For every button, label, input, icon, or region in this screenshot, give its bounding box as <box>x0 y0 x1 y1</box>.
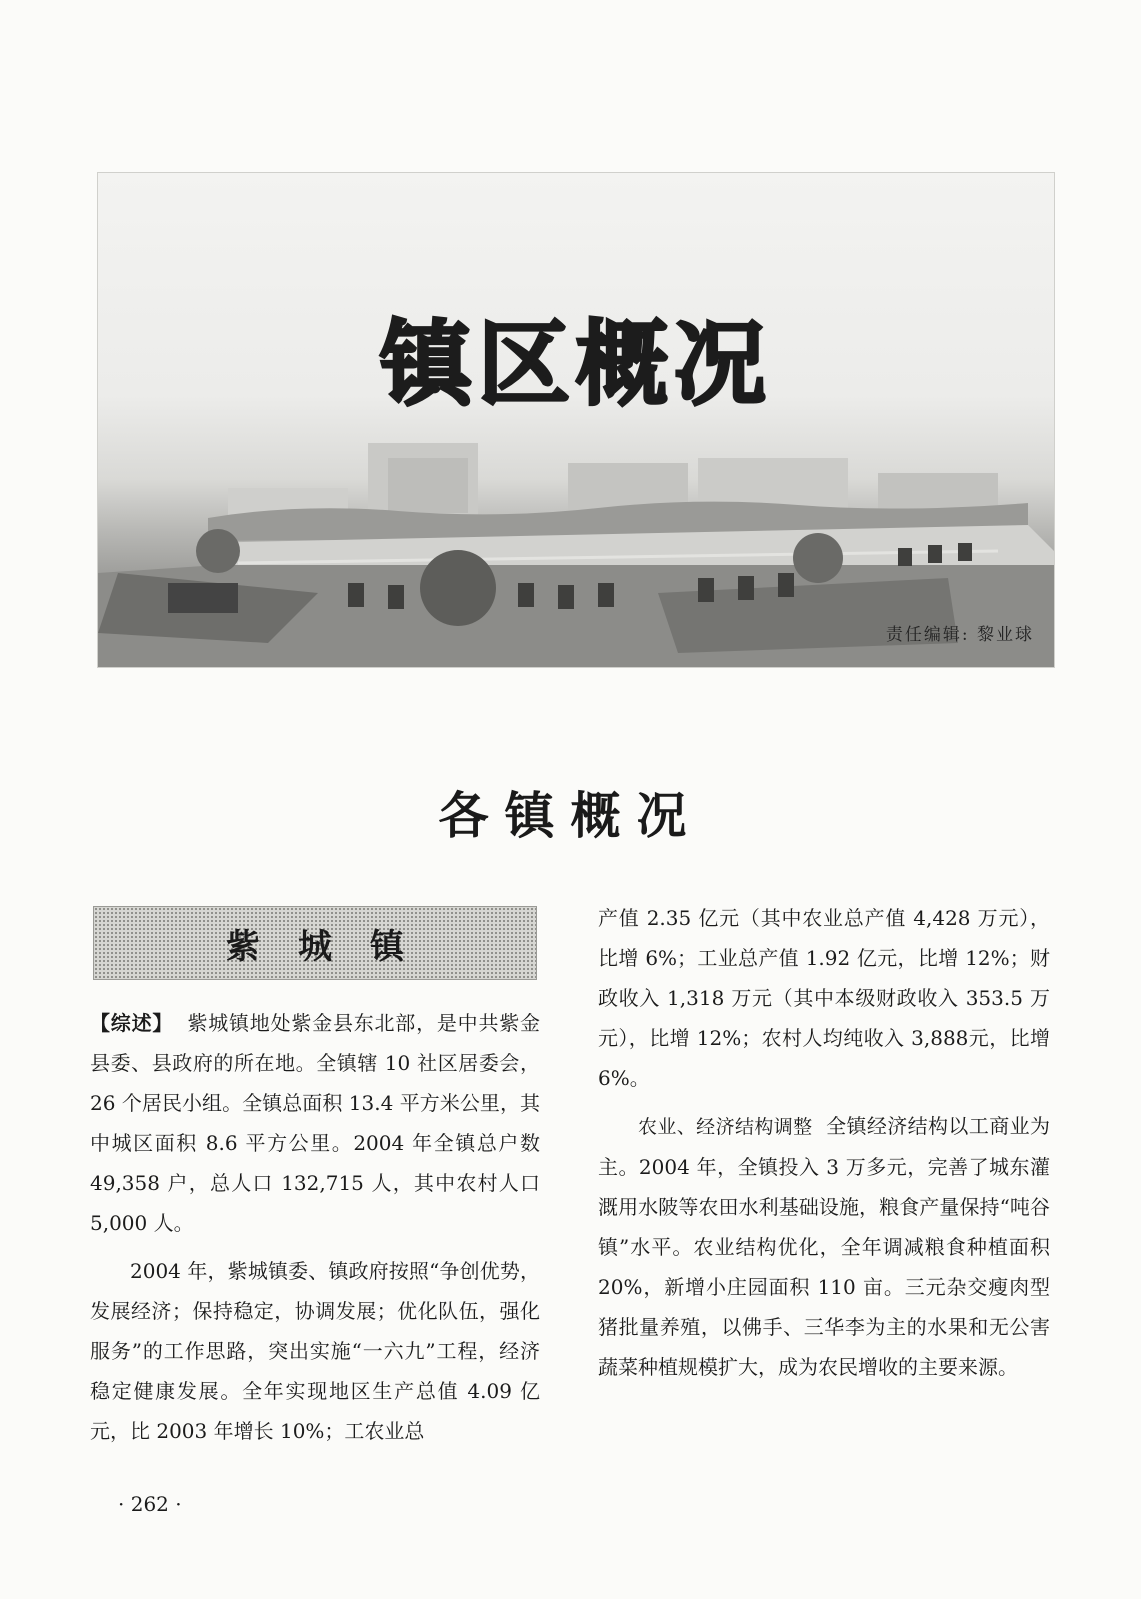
work-paragraph: 2004 年，紫城镇委、镇政府按照“争创优势，发展经济；保持稳定，协调发展；优化队伍，强化服务”的工作思路，突出实施“一六九”工程，经济稳定健康发展。全年实现地区生产总值 4.09 亿元，比 2003 年增长 10%；工农业总 <box>90 1259 540 1443</box>
banner-photo <box>97 172 1055 668</box>
agriculture-subhead: 农业、经济结构调整 <box>638 1116 813 1138</box>
banner-title: 镇区概况 <box>379 311 772 418</box>
overview-paragraph <box>90 1003 540 1243</box>
left-column <box>90 1003 540 1451</box>
page-number: · 262 · <box>118 1492 182 1516</box>
overview-text: 紫城镇地处紫金县东北部，是中共紫金县委、县政府的所在地。全镇辖 10 社区居委会，26 个居民小组。全镇总面积 13.4 平方米公里，其中城区面积 8.6 平方公里。2004 年全镇总户数 49,358 户，总人口 132,715 人，其中农村人口 5,000 人。 <box>90 1011 541 1235</box>
town-name: 紫城镇 <box>226 926 442 967</box>
section-title: 各镇概况 <box>438 786 703 845</box>
town-name-box <box>93 906 537 980</box>
agriculture-text: 全镇经济结构以工商业为主。2004 年，全镇投入 3 万多元，完善了城东灌溉用水陂等农田水利基础设施，粮食产量保持“吨谷镇”水平。农业结构优化，全年调减粮食种植面积 20%，新增小庄园面积 110 亩。三元杂交瘦肉型猪批量养殖，以佛手、三华李为主的水果和无公害蔬菜种植规模扩大，成为农民增收的主要来源。 <box>598 1114 1050 1379</box>
right-column <box>598 898 1050 1387</box>
overview-label: 【综述】 <box>90 1011 174 1035</box>
editor-credit: 责任编辑: 黎业球 <box>885 625 1034 645</box>
output-paragraph: 产值 2.35 亿元（其中农业总产值 4,428 万元），比增 6%；工业总产值 1.92 亿元，比增 12%；财政收入 1,318 万元（其中本级财政收入 353.5 万元），比增 12%；农村人均纯收入 3,888元，比增 6%。 <box>598 906 1050 1090</box>
agriculture-paragraph <box>598 1106 1050 1387</box>
